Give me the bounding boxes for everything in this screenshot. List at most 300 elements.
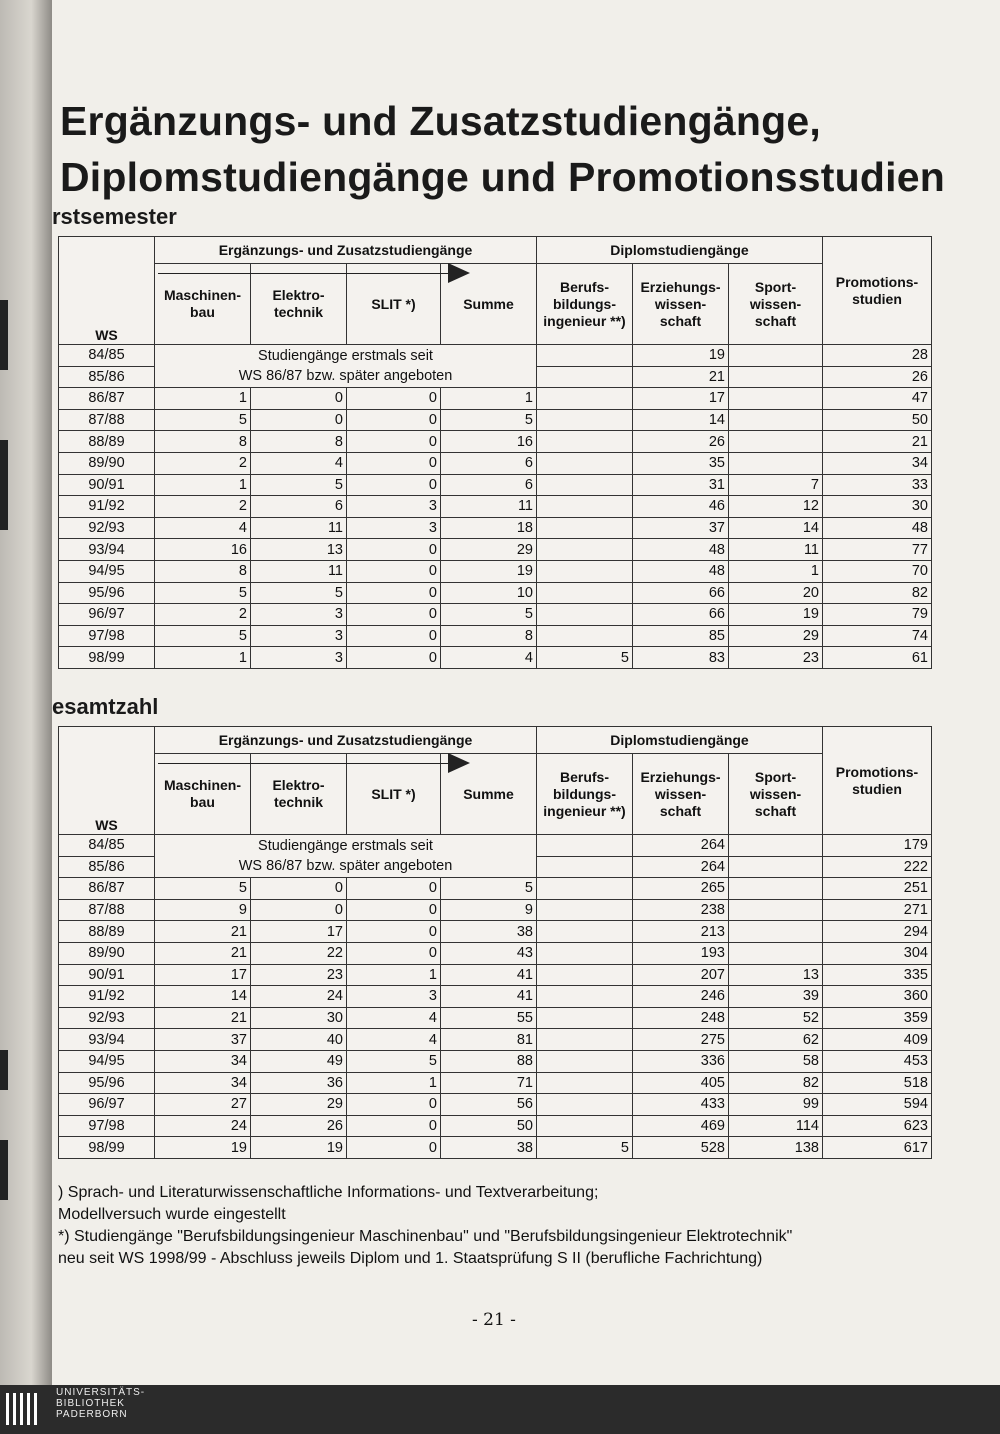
cell-ws: 84/85	[59, 835, 155, 857]
table-cell	[729, 388, 823, 410]
footnote-line: neu seit WS 1998/99 - Abschluss jeweils Diplom und 1. Staatsprüfung S II (berufliche Fachrichtung)	[58, 1250, 763, 1267]
table-cell	[537, 431, 633, 453]
table-cell: 34	[823, 452, 932, 474]
cell-ws: 85/86	[59, 856, 155, 878]
cell-ws: 89/90	[59, 942, 155, 964]
table-cell: 5	[155, 409, 251, 431]
table-cell: 79	[823, 604, 932, 626]
table-cell: 37	[633, 517, 729, 539]
table-cell: 56	[441, 1094, 537, 1116]
section-heading-gesamtzahl: esamtzahl	[52, 694, 159, 719]
table-cell: 0	[347, 582, 441, 604]
table-cell: 336	[633, 1050, 729, 1072]
cell-ws: 91/92	[59, 496, 155, 518]
table-cell: 49	[251, 1050, 347, 1072]
header-sportwissenschaft: Sport-wissen-schaft	[729, 754, 823, 835]
table-cell: 82	[729, 1072, 823, 1094]
table-cell: 4	[155, 517, 251, 539]
table-row	[59, 647, 932, 669]
table-cell: 193	[633, 942, 729, 964]
table-cell: 3	[251, 647, 347, 669]
table-cell: 5	[441, 604, 537, 626]
table-cell: 16	[155, 539, 251, 561]
header-sportwissenschaft: Sport-wissen-schaft	[729, 264, 823, 345]
library-name: UNIVERSITÄTS- BIBLIOTHEK PADERBORN	[56, 1387, 146, 1420]
table-cell: 6	[251, 496, 347, 518]
table-cell	[537, 856, 633, 878]
table-cell: 74	[823, 625, 932, 647]
table-cell: 1	[155, 647, 251, 669]
table-cell: 0	[251, 878, 347, 900]
table-cell: 2	[155, 604, 251, 626]
table-row	[59, 345, 932, 367]
table-cell: 617	[823, 1137, 932, 1159]
table-cell	[537, 921, 633, 943]
table-cell	[537, 1115, 633, 1137]
table-cell: 271	[823, 899, 932, 921]
table-cell	[537, 964, 633, 986]
table-row	[59, 496, 932, 518]
table-cell: 0	[347, 1115, 441, 1137]
table-cell: 61	[823, 647, 932, 669]
table-cell: 99	[729, 1094, 823, 1116]
table-cell: 6	[441, 452, 537, 474]
table-cell	[537, 474, 633, 496]
table-cell	[729, 856, 823, 878]
table-cell: 83	[633, 647, 729, 669]
table-cell: 29	[251, 1094, 347, 1116]
table-cell	[729, 878, 823, 900]
table-cell	[537, 625, 633, 647]
table-cell	[537, 452, 633, 474]
table-cell: 0	[347, 560, 441, 582]
scan-binding-edge	[0, 0, 52, 1385]
table-cell	[537, 388, 633, 410]
table-row	[59, 625, 932, 647]
header-group-ergaenzung: Ergänzungs- und Zusatzstudiengänge	[155, 727, 537, 754]
table-row	[59, 942, 932, 964]
cell-ws: 85/86	[59, 366, 155, 388]
table-cell: 1	[347, 1072, 441, 1094]
table-row	[59, 604, 932, 626]
table-cell: 248	[633, 1007, 729, 1029]
cell-ws: 89/90	[59, 452, 155, 474]
cell-ws: 88/89	[59, 431, 155, 453]
cell-ws: 96/97	[59, 1094, 155, 1116]
table-cell	[537, 1072, 633, 1094]
table-cell: 0	[251, 388, 347, 410]
arrow-line	[158, 763, 448, 764]
arrow-line	[158, 273, 448, 274]
footnotes	[58, 1182, 792, 1270]
header-ws: WS	[59, 237, 155, 345]
table-cell: 34	[155, 1050, 251, 1072]
table-cell: 48	[633, 539, 729, 561]
header-maschinenbau: Maschinen-bau	[155, 754, 251, 835]
cell-ws: 90/91	[59, 474, 155, 496]
table-cell: 50	[823, 409, 932, 431]
table-cell: 528	[633, 1137, 729, 1159]
cell-ws: 98/99	[59, 1137, 155, 1159]
table-cell: 19	[633, 345, 729, 367]
footnote-line: *) Studiengänge "Berufsbildungsingenieur Maschinenbau" und "Berufsbildungsingenieur Elektrotechnik"	[58, 1228, 793, 1245]
table-cell: 409	[823, 1029, 932, 1051]
page-title-line1: Ergänzungs- und Zusatzstudiengänge,	[60, 98, 821, 144]
cell-ws: 94/95	[59, 1050, 155, 1072]
table-cell: 70	[823, 560, 932, 582]
table-cell: 469	[633, 1115, 729, 1137]
table-row	[59, 1050, 932, 1072]
table-row	[59, 878, 932, 900]
table-cell: 21	[155, 1007, 251, 1029]
table-cell	[729, 942, 823, 964]
table-row	[59, 409, 932, 431]
table-cell: 1	[155, 474, 251, 496]
table-cell: 52	[729, 1007, 823, 1029]
table-cell: 30	[823, 496, 932, 518]
table-cell: 222	[823, 856, 932, 878]
table-cell	[537, 986, 633, 1008]
table-cell: 13	[729, 964, 823, 986]
table-cell: 36	[251, 1072, 347, 1094]
cell-ws: 88/89	[59, 921, 155, 943]
header-promotion: Promotions-studien	[823, 727, 932, 835]
table-cell: 4	[251, 452, 347, 474]
table-row	[59, 835, 932, 857]
table-row	[59, 1137, 932, 1159]
table-cell: 33	[823, 474, 932, 496]
table-cell: 17	[633, 388, 729, 410]
table-cell: 360	[823, 986, 932, 1008]
table-cell: 19	[729, 604, 823, 626]
table-cell: 3	[347, 986, 441, 1008]
table-cell: 4	[347, 1007, 441, 1029]
table-cell	[537, 1029, 633, 1051]
table-cell: 71	[441, 1072, 537, 1094]
table-cell	[537, 345, 633, 367]
table-cell: 6	[441, 474, 537, 496]
table-row	[59, 921, 932, 943]
data-table	[58, 236, 932, 669]
table-cell: 5	[347, 1050, 441, 1072]
table-cell: 0	[347, 942, 441, 964]
section-heading-erstsemester: rstsemester	[52, 204, 177, 229]
table-cell	[537, 942, 633, 964]
table-cell: 5	[155, 878, 251, 900]
table-cell: 5	[441, 878, 537, 900]
header-group-diplom: Diplomstudiengänge	[537, 237, 823, 264]
table-cell: 82	[823, 582, 932, 604]
table-cell: 8	[251, 431, 347, 453]
header-summe: Summe	[441, 754, 537, 835]
table-row	[59, 1115, 932, 1137]
table-row	[59, 474, 932, 496]
table-row	[59, 388, 932, 410]
table-cell	[537, 366, 633, 388]
table-cell	[729, 409, 823, 431]
page-title-line2: Diplomstudiengänge und Promotionsstudien	[60, 154, 945, 200]
table-row	[59, 560, 932, 582]
table-cell: 24	[155, 1115, 251, 1137]
table-cell: 0	[347, 604, 441, 626]
header-promotion: Promotions-studien	[823, 237, 932, 345]
table-cell: 85	[633, 625, 729, 647]
table-cell: 29	[729, 625, 823, 647]
table-row	[59, 1094, 932, 1116]
table-cell: 7	[729, 474, 823, 496]
table-cell: 81	[441, 1029, 537, 1051]
arrow-right-icon	[448, 753, 470, 773]
cell-ws: 92/93	[59, 517, 155, 539]
cell-ws: 98/99	[59, 647, 155, 669]
table-row	[59, 517, 932, 539]
table-cell: 264	[633, 856, 729, 878]
cell-ws: 92/93	[59, 1007, 155, 1029]
table-cell: 38	[441, 1137, 537, 1159]
table-cell: 5	[155, 582, 251, 604]
table-cell: 1	[155, 388, 251, 410]
table-cell	[537, 517, 633, 539]
cell-ws: 97/98	[59, 1115, 155, 1137]
table-cell: 19	[441, 560, 537, 582]
footnote-line: ) Sprach- und Literaturwissenschaftliche Informations- und Textverarbeitung;	[58, 1184, 599, 1201]
table-cell: 38	[441, 921, 537, 943]
table-cell: 0	[347, 1137, 441, 1159]
table-cell: 8	[155, 560, 251, 582]
table-row	[59, 539, 932, 561]
table-cell: 23	[251, 964, 347, 986]
table-cell: 0	[347, 388, 441, 410]
table-cell: 0	[251, 899, 347, 921]
table-cell: 21	[633, 366, 729, 388]
note-first-offered: Studiengänge erstmals seit WS 86/87 bzw. später angeboten	[155, 345, 537, 388]
table-cell: 518	[823, 1072, 932, 1094]
table-row	[59, 899, 932, 921]
table-cell: 0	[347, 647, 441, 669]
table-row	[59, 1072, 932, 1094]
cell-ws: 86/87	[59, 878, 155, 900]
table-cell	[537, 1094, 633, 1116]
table-cell: 4	[441, 647, 537, 669]
table-cell: 0	[347, 409, 441, 431]
data-table	[58, 726, 932, 1159]
table-row	[59, 1007, 932, 1029]
library-footer	[0, 1385, 1000, 1434]
table-cell: 35	[633, 452, 729, 474]
table-cell: 18	[441, 517, 537, 539]
header-group-diplom: Diplomstudiengänge	[537, 727, 823, 754]
table-cell: 47	[823, 388, 932, 410]
table-cell: 27	[155, 1094, 251, 1116]
header-group-ergaenzung: Ergänzungs- und Zusatzstudiengänge	[155, 237, 537, 264]
cell-ws: 93/94	[59, 539, 155, 561]
table-cell: 1	[347, 964, 441, 986]
table-cell: 3	[347, 496, 441, 518]
table-cell: 40	[251, 1029, 347, 1051]
table-cell: 37	[155, 1029, 251, 1051]
table-cell: 594	[823, 1094, 932, 1116]
table-cell: 17	[155, 964, 251, 986]
cell-ws: 95/96	[59, 1072, 155, 1094]
table-row	[59, 964, 932, 986]
table-cell: 58	[729, 1050, 823, 1072]
library-logo-icon	[6, 1393, 41, 1430]
table-cell: 10	[441, 582, 537, 604]
table-cell: 0	[347, 452, 441, 474]
table-cell: 26	[633, 431, 729, 453]
table-cell: 623	[823, 1115, 932, 1137]
arrow-right-icon	[448, 263, 470, 283]
table-cell: 1	[441, 388, 537, 410]
table-row	[59, 582, 932, 604]
table-cell: 50	[441, 1115, 537, 1137]
header-ws: WS	[59, 727, 155, 835]
table-cell	[537, 899, 633, 921]
table-row	[59, 1029, 932, 1051]
cell-ws: 91/92	[59, 986, 155, 1008]
table-cell: 19	[251, 1137, 347, 1159]
cell-ws: 84/85	[59, 345, 155, 367]
table-cell: 43	[441, 942, 537, 964]
table-cell: 20	[729, 582, 823, 604]
cell-ws: 95/96	[59, 582, 155, 604]
header-erziehungswissenschaft: Erziehungs-wissen-schaft	[633, 264, 729, 345]
table-row	[59, 986, 932, 1008]
table-cell: 2	[155, 496, 251, 518]
table-cell: 1	[729, 560, 823, 582]
cell-ws: 96/97	[59, 604, 155, 626]
cell-ws: 87/88	[59, 409, 155, 431]
table-cell: 19	[155, 1137, 251, 1159]
table-cell: 5	[155, 625, 251, 647]
table-cell: 0	[347, 899, 441, 921]
table-cell: 5	[251, 582, 347, 604]
table-cell: 31	[633, 474, 729, 496]
table-cell: 0	[347, 878, 441, 900]
table-row	[59, 431, 932, 453]
header-elektrotechnik: Elektro-technik	[251, 264, 347, 345]
table-cell: 8	[155, 431, 251, 453]
table-cell: 0	[251, 409, 347, 431]
table-cell	[729, 345, 823, 367]
table-cell: 41	[441, 986, 537, 1008]
table-cell: 0	[347, 921, 441, 943]
table-cell: 8	[441, 625, 537, 647]
table-cell: 39	[729, 986, 823, 1008]
table-cell: 405	[633, 1072, 729, 1094]
table-cell: 9	[155, 899, 251, 921]
header-erziehungswissenschaft: Erziehungs-wissen-schaft	[633, 754, 729, 835]
table-cell: 3	[251, 625, 347, 647]
table-cell: 138	[729, 1137, 823, 1159]
page-number: - 21 -	[472, 1310, 516, 1330]
header-slit: SLIT *)	[347, 264, 441, 345]
table-cell	[537, 835, 633, 857]
header-summe: Summe	[441, 264, 537, 345]
table-cell: 12	[729, 496, 823, 518]
table-cell	[729, 366, 823, 388]
table-cell: 29	[441, 539, 537, 561]
cell-ws: 97/98	[59, 625, 155, 647]
table-cell	[729, 835, 823, 857]
table-cell	[537, 409, 633, 431]
table-cell: 0	[347, 431, 441, 453]
table-cell: 264	[633, 835, 729, 857]
table-cell: 3	[347, 517, 441, 539]
table-cell	[729, 452, 823, 474]
document-page	[52, 0, 1000, 1385]
table-cell: 88	[441, 1050, 537, 1072]
header-berufsbildung: Berufs-bildungs-ingenieur **)	[537, 754, 633, 835]
table-cell	[537, 878, 633, 900]
table-cell: 5	[251, 474, 347, 496]
table-cell: 77	[823, 539, 932, 561]
table-cell: 55	[441, 1007, 537, 1029]
table-cell: 0	[347, 625, 441, 647]
table-cell: 294	[823, 921, 932, 943]
cell-ws: 87/88	[59, 899, 155, 921]
table-cell: 14	[729, 517, 823, 539]
table-cell: 66	[633, 582, 729, 604]
table-cell: 246	[633, 986, 729, 1008]
table-cell: 251	[823, 878, 932, 900]
footnote-line: Modellversuch wurde eingestellt	[58, 1206, 286, 1223]
table-cell	[537, 582, 633, 604]
table-cell: 46	[633, 496, 729, 518]
table-cell: 62	[729, 1029, 823, 1051]
table-cell: 5	[537, 647, 633, 669]
table-cell	[537, 539, 633, 561]
header-slit: SLIT *)	[347, 754, 441, 835]
table-cell: 114	[729, 1115, 823, 1137]
table-cell: 265	[633, 878, 729, 900]
table-cell: 23	[729, 647, 823, 669]
table-cell: 14	[633, 409, 729, 431]
header-elektrotechnik: Elektro-technik	[251, 754, 347, 835]
table-cell	[537, 560, 633, 582]
table-cell: 433	[633, 1094, 729, 1116]
table-cell: 5	[441, 409, 537, 431]
table-cell: 30	[251, 1007, 347, 1029]
table-cell: 11	[251, 560, 347, 582]
table-cell: 0	[347, 1094, 441, 1116]
table-cell: 14	[155, 986, 251, 1008]
table-cell: 5	[537, 1137, 633, 1159]
table-cell: 13	[251, 539, 347, 561]
table-cell	[537, 1050, 633, 1072]
table-cell: 48	[633, 560, 729, 582]
table-cell: 11	[441, 496, 537, 518]
cell-ws: 94/95	[59, 560, 155, 582]
cell-ws: 86/87	[59, 388, 155, 410]
table-cell: 16	[441, 431, 537, 453]
table-cell: 17	[251, 921, 347, 943]
cell-ws: 90/91	[59, 964, 155, 986]
table-cell: 238	[633, 899, 729, 921]
table-cell: 275	[633, 1029, 729, 1051]
table-cell: 0	[347, 539, 441, 561]
table-cell: 21	[823, 431, 932, 453]
table-cell	[537, 1007, 633, 1029]
table-cell: 179	[823, 835, 932, 857]
table-cell	[729, 899, 823, 921]
table-cell: 22	[251, 942, 347, 964]
table-cell: 24	[251, 986, 347, 1008]
table-cell: 26	[251, 1115, 347, 1137]
table-cell: 453	[823, 1050, 932, 1072]
table-cell: 2	[155, 452, 251, 474]
table-cell: 21	[155, 942, 251, 964]
